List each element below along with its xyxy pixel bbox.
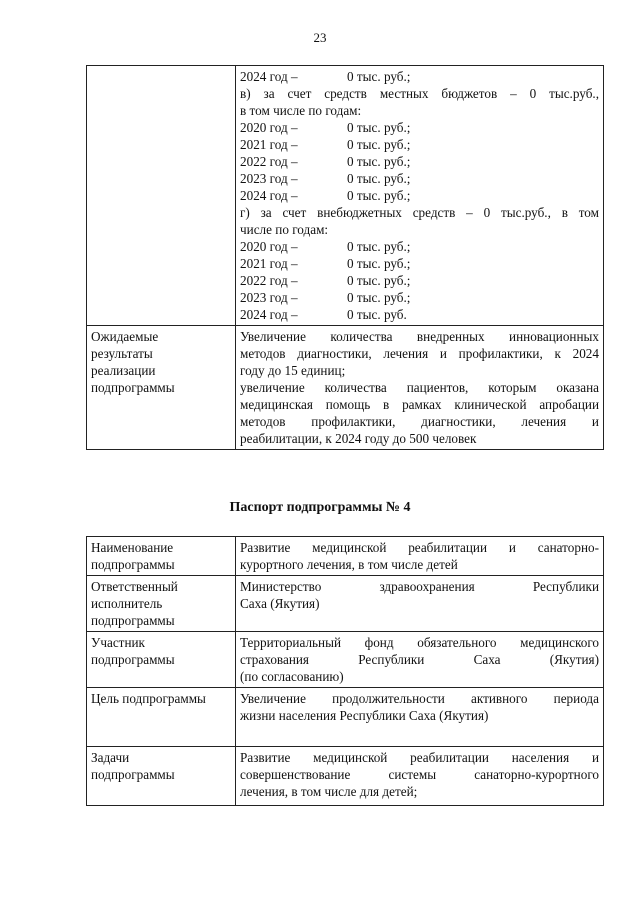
table-row (87, 747, 604, 806)
cell-text-line: году до 15 единиц; (240, 363, 346, 378)
list-item (240, 187, 599, 204)
finance-year: 2021 год – (240, 137, 298, 152)
passport-table-continued (86, 65, 604, 450)
cell-text-line: Развитие медицинской реабилитации и санаторно- (240, 540, 599, 555)
finance-amount: 0 тыс. руб.; (347, 120, 411, 135)
cell-text-line: Увеличение количества внедренных инновационных (240, 329, 599, 344)
local-budget-heading: в том числе по годам: (240, 103, 362, 118)
cell-label-line: подпрограммы (91, 652, 175, 667)
name-value-cell (236, 537, 604, 576)
finance-amount: 0 тыс. руб.; (347, 171, 411, 186)
extrabudget-heading: г) за счет внебюджетных средств – 0 тыс.руб., в том (240, 205, 599, 220)
cell-label-line: Участник (91, 635, 145, 650)
cell-label-line: Задачи (91, 750, 130, 765)
cell-label-line: подпрограммы (91, 557, 175, 572)
cell-label-line: подпрограммы (91, 613, 175, 628)
cell-text-line: курортного лечения, в том числе детей (240, 557, 458, 572)
cell-text-line: лечения, в том числе для детей; (240, 784, 418, 799)
finance-year: 2022 год – (240, 154, 298, 169)
cell-label-line: Ответственный (91, 579, 178, 594)
cell-label-line: результаты (91, 346, 153, 361)
section-title: Паспорт подпрограммы № 4 (229, 500, 411, 515)
table-row (87, 688, 604, 747)
list-item (240, 68, 599, 85)
cell-text-line: Увеличение продолжительности активного периода (240, 691, 599, 706)
finance-year: 2024 год – (240, 307, 298, 322)
cell-text-line: совершенствование системы санаторно-курортного (240, 767, 599, 782)
table-row (87, 576, 604, 632)
finance-year: 2020 год – (240, 120, 298, 135)
finance-amount: 0 тыс. руб.; (347, 137, 411, 152)
finance-year: 2023 год – (240, 290, 298, 305)
list-item (240, 255, 599, 272)
executor-label-cell (87, 576, 236, 632)
finance-amount: 0 тыс. руб.; (347, 290, 411, 305)
local-budget-heading: в) за счет средств местных бюджетов – 0 тыс.руб., (240, 86, 599, 101)
finance-year: 2024 год – (240, 69, 298, 84)
finance-cell (236, 66, 604, 326)
list-item (240, 238, 599, 255)
finance-amount: 0 тыс. руб.; (347, 273, 411, 288)
cell-label-line: Ожидаемые (91, 329, 159, 344)
cell-text-line: Министерство здравоохранения Республики (240, 579, 599, 594)
cell-text-line: медицинская помощь в рамках клинической апробации (240, 397, 599, 412)
cell-label-line: подпрограммы (91, 767, 175, 782)
table-row (87, 66, 604, 326)
table-row (87, 326, 604, 450)
cell-label-line: Цель подпрограммы (91, 691, 206, 706)
extrabudget-heading: числе по годам: (240, 222, 329, 237)
goal-value-cell (236, 688, 604, 747)
finance-year: 2024 год – (240, 188, 298, 203)
cell-text-line: Развитие медицинской реабилитации населения и (240, 750, 599, 765)
list-item (240, 289, 599, 306)
participant-value-cell (236, 632, 604, 688)
empty-label-cell (87, 66, 236, 326)
results-value-cell (236, 326, 604, 450)
finance-amount: 0 тыс. руб. (347, 307, 407, 322)
list-item (240, 136, 599, 153)
cell-text-line: увеличение количества пациентов, которым оказана (240, 380, 599, 395)
tasks-label-cell (87, 747, 236, 806)
finance-amount: 0 тыс. руб.; (347, 69, 411, 84)
cell-text-line: Саха (Якутия) (240, 596, 320, 611)
table-row (87, 632, 604, 688)
participant-label-cell (87, 632, 236, 688)
list-item (240, 272, 599, 289)
tasks-value-cell (236, 747, 604, 806)
finance-amount: 0 тыс. руб.; (347, 154, 411, 169)
finance-year: 2021 год – (240, 256, 298, 271)
passport-table-4 (86, 536, 604, 806)
finance-amount: 0 тыс. руб.; (347, 188, 411, 203)
cell-text-line: жизни населения Республики Саха (Якутия) (240, 708, 489, 723)
cell-label-line: исполнитель (91, 596, 163, 611)
cell-label-line: подпрограммы (91, 380, 175, 395)
list-item (240, 170, 599, 187)
cell-text-line: страхования Республики Саха (Якутия) (240, 652, 599, 667)
finance-year: 2023 год – (240, 171, 298, 186)
finance-year: 2022 год – (240, 273, 298, 288)
finance-year: 2020 год – (240, 239, 298, 254)
cell-text-line: Территориальный фонд обязательного медицинского (240, 635, 599, 650)
executor-value-cell (236, 576, 604, 632)
table-row (87, 537, 604, 576)
list-item (240, 153, 599, 170)
finance-amount: 0 тыс. руб.; (347, 239, 411, 254)
cell-label-line: Наименование (91, 540, 174, 555)
cell-text-line: (по согласованию) (240, 669, 344, 684)
results-label-cell (87, 326, 236, 450)
name-label-cell (87, 537, 236, 576)
list-item (240, 119, 599, 136)
cell-text-line: методов профилактики, диагностики, лечения и (240, 414, 599, 429)
cell-text-line: методов диагностики, лечения и профилактики, к 2024 (240, 346, 599, 361)
finance-amount: 0 тыс. руб.; (347, 256, 411, 271)
list-item (240, 306, 599, 323)
cell-label-line: реализации (91, 363, 156, 378)
page-number: 23 (313, 30, 327, 45)
goal-label-cell (87, 688, 236, 747)
cell-text-line: реабилитации, к 2024 году до 500 человек (240, 431, 477, 446)
